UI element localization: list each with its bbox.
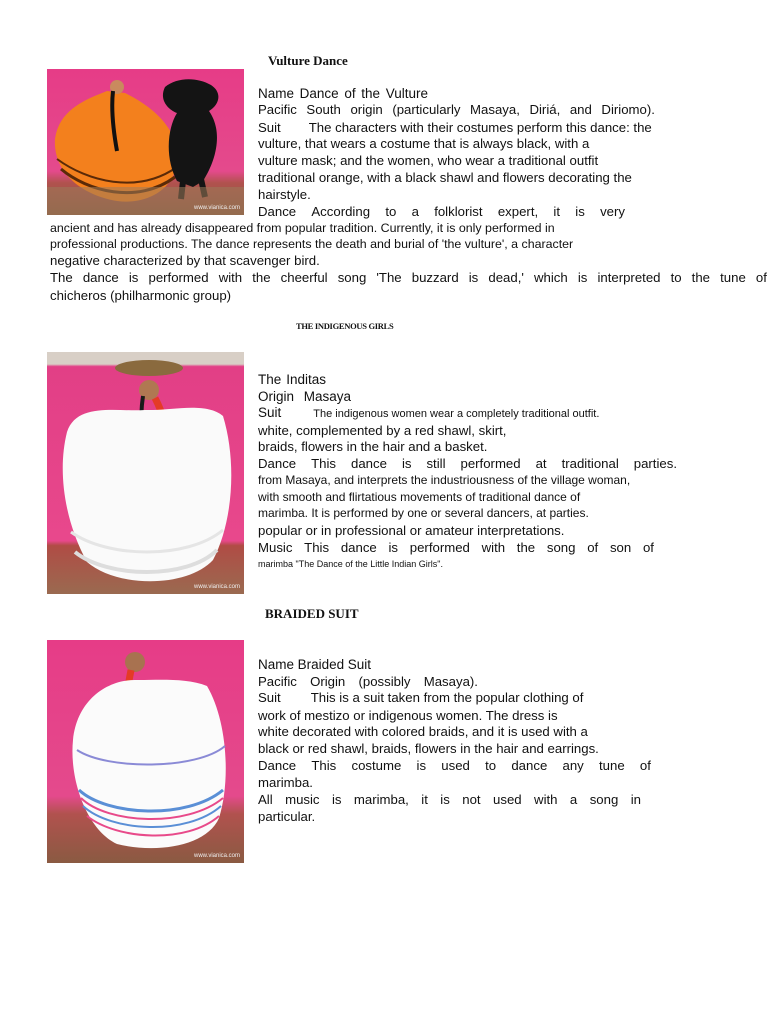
s2-line-suit: Suit The indigenous women wear a completely traditional outfit. — [258, 405, 600, 420]
s3-line-5: white decorated with colored braids, and it is used with a — [258, 724, 588, 739]
s2-line-8: with smooth and flirtatious movements of traditional dance of — [258, 490, 581, 504]
s2-line-4: white, complemented by a red shawl, skirt, — [258, 423, 507, 438]
s2-line-10: popular or in professional or amateur interpretations. — [258, 523, 565, 538]
s2-line-7: from Masaya, and interprets the industriousness of the village woman, — [258, 473, 631, 487]
s1-line-4: vulture, that wears a costume that is always black, with a — [258, 136, 590, 151]
suit-label: Suit — [258, 120, 281, 135]
vulture-dancers-illustration — [47, 69, 244, 215]
braided-suit-photo — [47, 640, 244, 863]
s2-line-origin: Origin Masaya — [258, 389, 351, 404]
s2-line-name: The Inditas — [258, 372, 326, 387]
s1-line-5: vulture mask; and the women, who wear a traditional outfit — [258, 153, 599, 168]
s2-line-9: marimba. It is performed by one or several dancers, at parties. — [258, 506, 589, 520]
s3-line-6: black or red shawl, braids, flowers in the hair and earrings. — [258, 741, 599, 756]
s3-line-origin: Pacific Origin (possibly Masaya). — [258, 674, 478, 689]
photo-credit: www.vianica.com — [193, 853, 240, 859]
s1-line-dance: Dance According to a folklorist expert, it is very — [258, 204, 625, 219]
s1-line-7: hairstyle. — [258, 187, 311, 202]
s3-line-10: particular. — [258, 809, 316, 824]
s1-line-6: traditional orange, with a black shawl and flowers decorating the — [258, 170, 632, 185]
braided-suit-dancer-illustration — [47, 640, 244, 863]
indigenous-girls-photo — [47, 352, 244, 594]
s1-line-13: chicheros (philharmonic group) — [50, 288, 232, 303]
s2-line-5: braids, flowers in the hair and a basket. — [258, 439, 488, 454]
vulture-dance-photo — [47, 69, 244, 215]
s1-line-origin: Pacific South origin (particularly Masaya, Diriá, and Diriomo). — [258, 102, 655, 117]
s1-line-9: ancient and has already disappeared from popular tradition. Currently, it is only performed in — [50, 221, 555, 235]
s2-line-music: Music This dance is performed with the song of son of — [258, 540, 654, 555]
indita-dancer-illustration — [47, 352, 244, 594]
s1-line-10: professional productions. The dance represents the death and burial of 'the vulture', a character — [50, 237, 574, 251]
suit-label: Suit — [258, 690, 281, 705]
s3-line-4: work of mestizo or indigenous women. The dress is — [258, 708, 558, 723]
s3-line-8: marimba. — [258, 775, 313, 790]
photo-credit: www.vianica.com — [193, 205, 240, 211]
vulture-dance-title: Vulture Dance — [268, 53, 348, 68]
s3-line-music: All music is marimba, it is not used with a song in — [258, 792, 641, 807]
s3-line-suit: Suit This is a suit taken from the popular clothing of — [258, 690, 584, 705]
s3-line-name: Name Braided Suit — [258, 657, 371, 672]
suit-label: Suit — [258, 405, 282, 420]
s2-line-dance: Dance This dance is still performed at traditional parties. — [258, 456, 677, 471]
photo-credit: www.vianica.com — [193, 584, 240, 590]
indigenous-girls-title: THE INDIGENOUS GIRLS — [296, 321, 394, 331]
s1-line-suit: Suit The characters with their costumes perform this dance: the — [258, 120, 652, 135]
braided-suit-title: BRAIDED SUIT — [265, 606, 359, 621]
s3-line-dance: Dance This costume is used to dance any tune of — [258, 758, 651, 773]
s1-line-12: The dance is performed with the cheerful song 'The buzzard is dead,' which is interpreted to the tune of — [50, 270, 767, 285]
s1-line-name: Name Dance of the Vulture — [258, 86, 428, 101]
s2-line-12: marimba "The Dance of the Little Indian Girls". — [258, 559, 443, 569]
s1-line-11: negative characterized by that scavenger bird. — [50, 253, 320, 268]
